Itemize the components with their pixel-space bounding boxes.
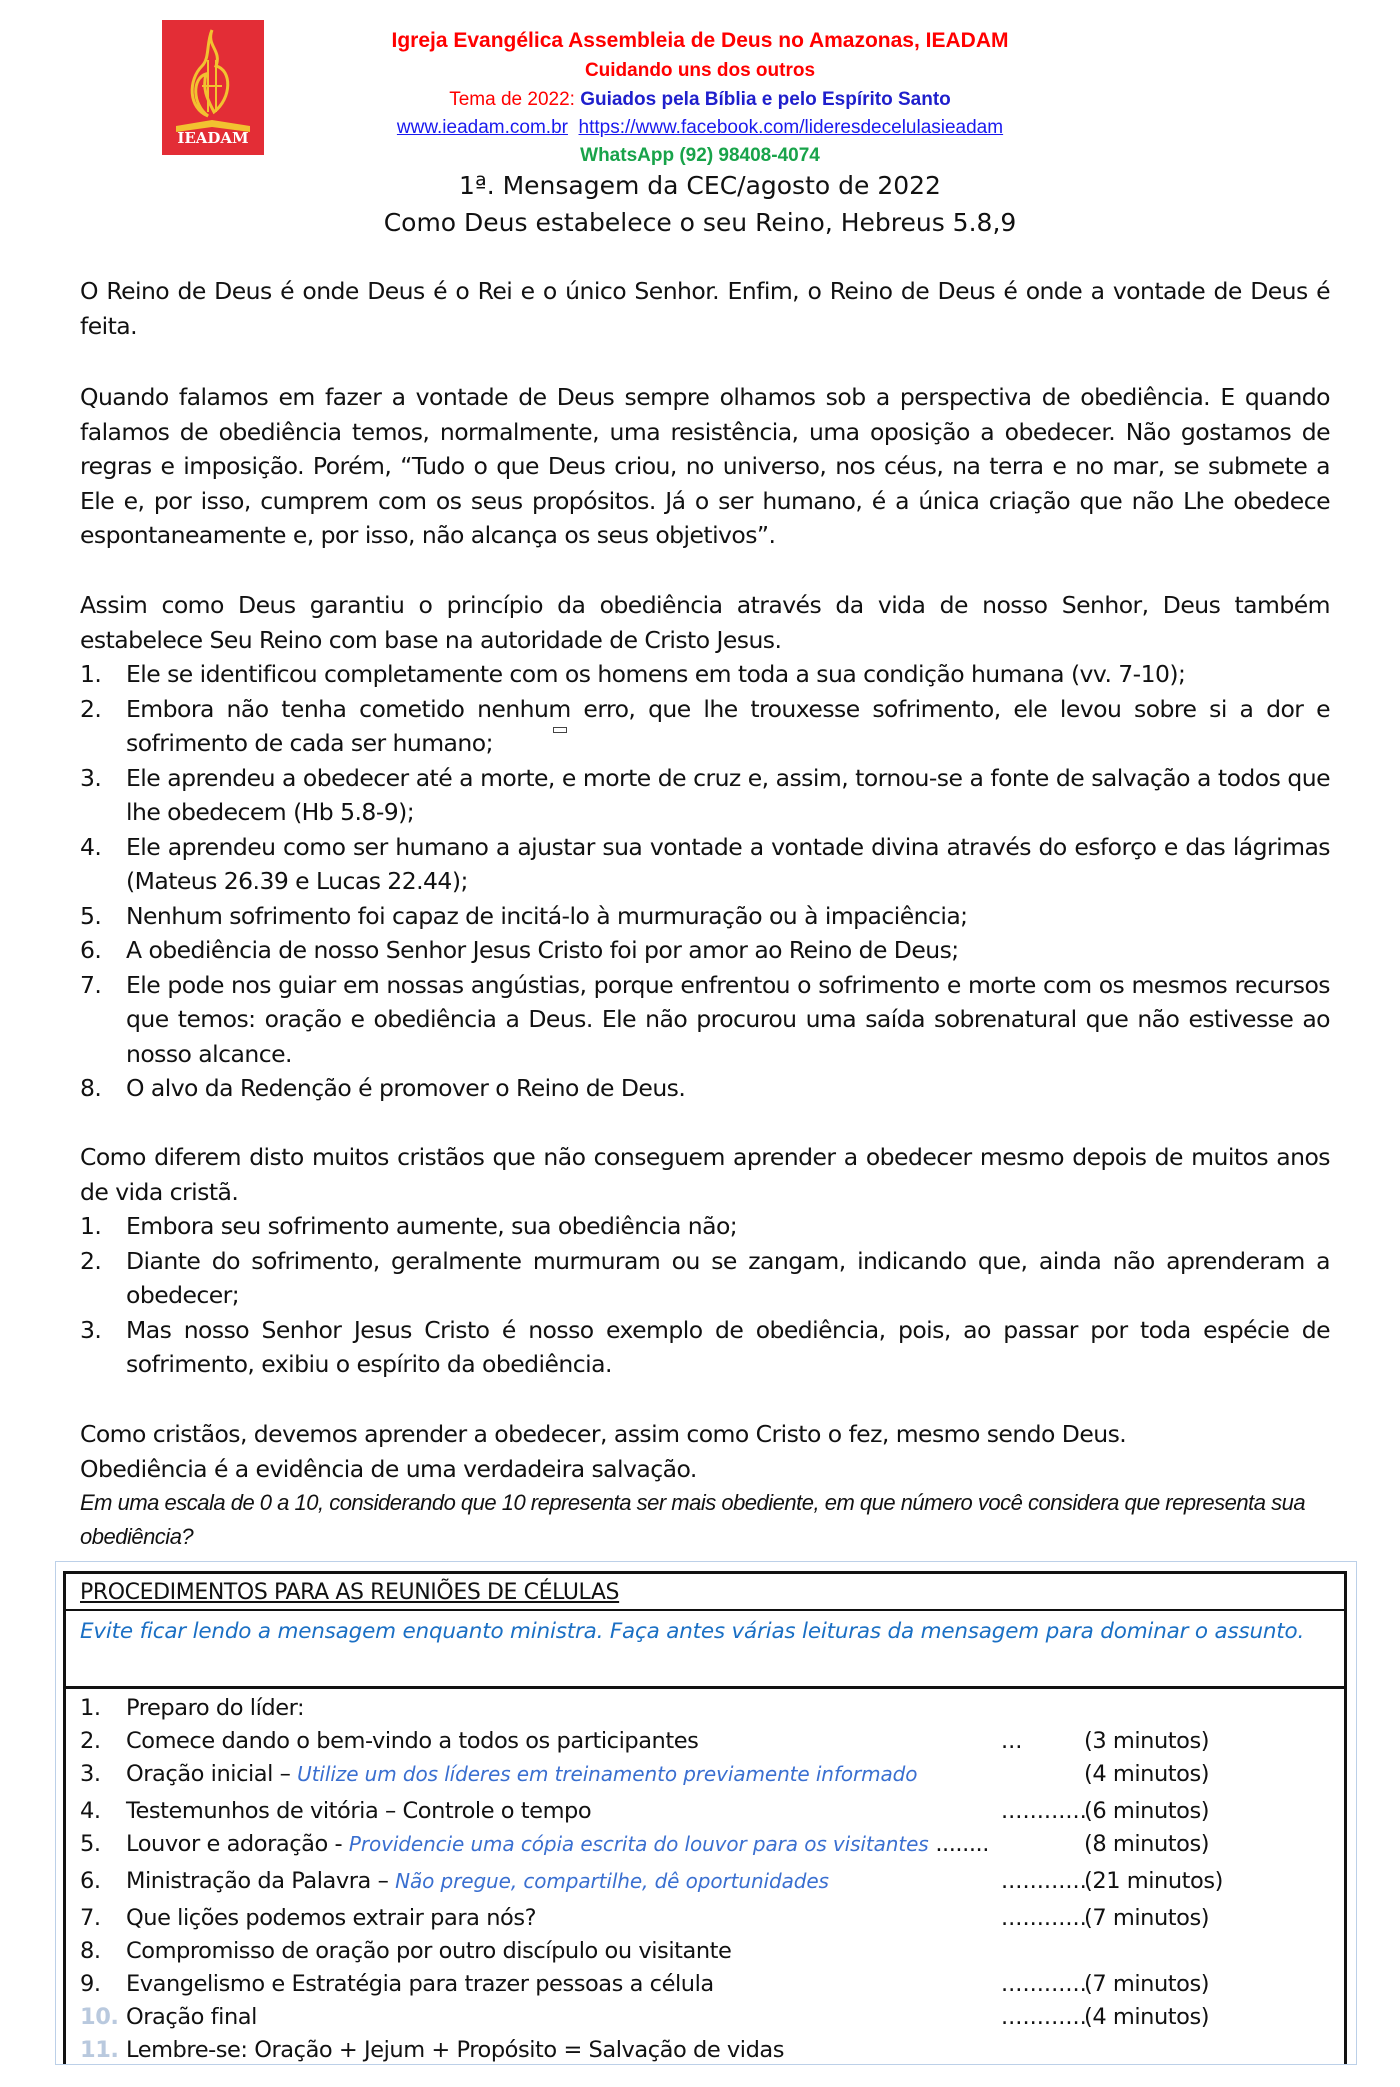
procedure-text-wrap [126,1828,989,1861]
procedure-number: 1. [80,1695,101,1721]
procedure-time: (7 minutos) [1084,1971,1210,1997]
list-number: 4. [80,832,102,861]
procedure-dots: ............ [1001,1905,1087,1931]
organization-name: Igreja Evangélica Assembleia de Deus no Amazonas, IEADAM [391,29,1009,52]
christ-obedience-list [80,657,1330,1106]
procedures-heading: PROCEDIMENTOS PARA AS REUNIÕES DE CÉLULAS [66,1574,1344,1611]
procedure-text: Que lições podemos extrair para nós? [126,1905,537,1931]
procedure-text-wrap [126,1865,829,1898]
procedure-text: Testemunhos de vitória – Controle o tempo [126,1798,592,1824]
list-text: O alvo da Redenção é promover o Reino de Deus. [126,1074,686,1102]
procedure-item [66,1935,1344,1968]
paragraph-3: Assim como Deus garantiu o princípio da obediência através da vida de nosso Senhor, Deus também estabelece Seu Reino com base na autoridade de Cristo Jesus. [80,591,1330,654]
links-line [330,118,1070,137]
list-item [80,657,1330,692]
list-number: 1. [80,660,102,688]
procedure-time: (8 minutos) [1084,1831,1210,1857]
list-item [80,1209,1330,1244]
procedure-text: Lembre-se: Oração + Jejum + Propósito = Salvação de vidas [126,2037,785,2063]
procedures-list [66,1692,1344,2067]
procedure-number: 9. [80,1971,101,1997]
list-number: 1. [80,1212,102,1240]
procedure-number: 8. [80,1938,101,1964]
procedure-text: Ministração da Palavra – [126,1868,396,1894]
list-text: Embora seu sofrimento aumente, sua obediência não; [126,1212,738,1240]
procedure-text: Oração final [126,2004,257,2030]
list-number: 7. [80,970,102,999]
procedure-item [66,1828,1344,1865]
procedure-item [66,1758,1344,1795]
procedure-time: (4 minutos) [1084,1761,1210,1787]
procedure-text: Comece dando o bem-vindo a todos os participantes [126,1728,699,1754]
theme-line [330,90,1070,109]
list-item [80,1244,1330,1313]
paragraph-4: Como diferem disto muitos cristãos que não conseguem aprender a obedecer mesmo depois de muitos anos de vida cristã. [80,1143,1330,1206]
list-item [80,1313,1330,1382]
procedure-text: Preparo do líder: [126,1695,305,1721]
procedure-text: Evangelismo e Estratégia para trazer pessoas a célula [126,1971,714,1997]
procedure-dots: ........ [935,1831,989,1857]
procedure-number: 7. [80,1905,101,1931]
whatsapp-contact: WhatsApp (92) 98408-4074 [580,145,820,166]
list-number: 6. [80,936,102,964]
message-title: 1ª. Mensagem da CEC/agosto de 2022 [459,171,941,200]
procedure-time: (21 minutos) [1084,1868,1223,1894]
list-number: 5. [80,901,102,930]
paragraph-5 [80,1417,1330,1486]
message-subtitle: Como Deus estabelece o seu Reino, Hebreus 5.8,9 [383,208,1017,237]
list-item [80,1071,1330,1106]
list-text: Ele se identificou completamente com os homens em toda a sua condição humana (vv. 7-10); [126,660,1186,688]
logo-text: IEADAM [177,129,249,147]
procedure-text-wrap [126,1758,917,1791]
list-number: 8. [80,1074,102,1102]
list-number: 2. [80,694,102,723]
procedure-dots: ............ [1001,2004,1087,2030]
list-text: Ele pode nos guiar em nossas angústias, porque enfrentou o sofrimento e morte com os mesmos recursos que temos: oração e obediência a Deus. Ele não procurou uma saída sobrenatural que não estivesse ao nosso alcance. [126,970,1330,1068]
procedure-time: (6 minutos) [1084,1798,1210,1824]
procedure-item [66,1865,1344,1902]
website-link[interactable]: www.ieadam.com.br [396,117,568,138]
facebook-link[interactable]: https://www.facebook.com/lideresdecelulasieadam [578,117,1004,138]
procedure-dots: ............ [1001,1971,1087,1997]
procedure-number: 4. [80,1798,101,1824]
procedure-note: Providencie uma cópia escrita do louvor para os visitantes [348,1832,929,1856]
paragraph-5-line-2: Obediência é a evidência de uma verdadeira salvação. [80,1454,697,1483]
list-text: Ele aprendeu a obedecer até a morte, e morte de cruz e, assim, tornou-se a fonte de salvação a todos que lhe obedecem (Hb 5.8-9); [126,763,1330,826]
theme-value: Guiados pela Bíblia e pelo Espírito Santo [580,89,951,110]
list-item [80,761,1330,830]
list-item [80,968,1330,1072]
list-item [80,692,1330,761]
procedure-number: 11. [80,2037,119,2063]
procedure-item [66,2034,1344,2067]
christians-contrast-list [80,1209,1330,1382]
list-text: Nenhum sofrimento foi capaz de incitá-lo à murmuração ou à impaciência; [126,901,968,930]
list-item [80,933,1330,968]
text-cursor-marker [553,727,567,733]
procedure-number: 2. [80,1728,101,1754]
list-text: Embora não tenha cometido nenhum erro, que lhe trouxesse sofrimento, ele levou sobre si a dor e sofrimento de cada ser humano; [126,694,1330,757]
procedure-item [66,1692,1344,1725]
procedure-item [66,1902,1344,1935]
motto: Cuidando uns dos outros [584,60,816,81]
list-text: A obediência de nosso Senhor Jesus Cristo foi por amor ao Reino de Deus; [126,936,959,964]
list-item [80,899,1330,934]
link-spacer [568,117,579,138]
list-text: Ele aprendeu como ser humano a ajustar sua vontade a vontade divina através do esforço e das lágrimas (Mateus 26.39 e Lucas 22.44); [126,832,1330,895]
procedure-text: Oração inicial – [126,1761,298,1787]
theme-label: Tema de 2022: [449,89,581,110]
list-text: Mas nosso Senhor Jesus Cristo é nosso exemplo de obediência, pois, ao passar por toda espécie de sofrimento, exibiu o espírito da obediência. [126,1315,1330,1378]
list-number: 3. [80,1315,102,1344]
procedure-time: (4 minutos) [1084,2004,1210,2030]
procedure-time: (7 minutos) [1084,1905,1210,1931]
list-number: 2. [80,1246,102,1275]
procedures-tip: Evite ficar lendo a mensagem enquanto ministra. Faça antes várias leituras da mensagem para dominar o assunto. [66,1611,1344,1689]
paragraph-2: Quando falamos em fazer a vontade de Deus sempre olhamos sob a perspectiva de obediência. E quando falamos de obediência temos, normalmente, uma resistência, uma oposição a obedecer. Não gostamos de regras e imposição. Porém, “Tudo o que Deus criou, no universo, nos céus, na terra e no mar, se submete a Ele e, por isso, cumprem com os seus propósitos. Já o ser humano, é a única criação que não Lhe obedece espontaneamente e, por isso, não alcança os seus objetivos”. [80,383,1330,549]
list-item [80,830,1330,899]
procedure-note: Utilize um dos líderes em treinamento previamente informado [297,1762,918,1786]
procedure-number: 10. [80,2004,119,2030]
list-text: Diante do sofrimento, geralmente murmuram ou se zangam, indicando que, ainda não aprenderam a obedecer; [126,1246,1330,1309]
procedure-number: 6. [80,1868,101,1894]
list-number: 3. [80,763,102,792]
procedure-time: (3 minutos) [1084,1728,1210,1754]
procedure-dots: ............ [1001,1798,1087,1824]
procedure-dots: ............ [1001,1868,1087,1894]
procedure-item [66,1795,1344,1828]
procedure-item [66,2001,1344,2034]
procedures-box [63,1571,1347,2064]
procedure-note: Não pregue, compartilhe, dê oportunidades [395,1869,829,1893]
procedure-number: 3. [80,1761,101,1787]
reflection-question: Em uma escala de 0 a 10, considerando que 10 representa ser mais obediente, em que número você considera que representa sua obediência? [80,1490,1306,1549]
procedure-item [66,1968,1344,2001]
ieadam-logo [162,20,264,155]
procedure-text: Louvor e adoração - [126,1831,349,1857]
procedure-dots: ... [1001,1728,1023,1754]
paragraph-1: O Reino de Deus é onde Deus é o Rei e o único Senhor. Enfim, o Reino de Deus é onde a vontade de Deus é feita. [80,277,1330,340]
paragraph-5-line-1: Como cristãos, devemos aprender a obedecer, assim como Cristo o fez, mesmo sendo Deus. [80,1420,1127,1448]
procedure-text: Compromisso de oração por outro discípulo ou visitante [126,1938,732,1964]
procedure-item [66,1725,1344,1758]
procedure-number: 5. [80,1831,101,1857]
